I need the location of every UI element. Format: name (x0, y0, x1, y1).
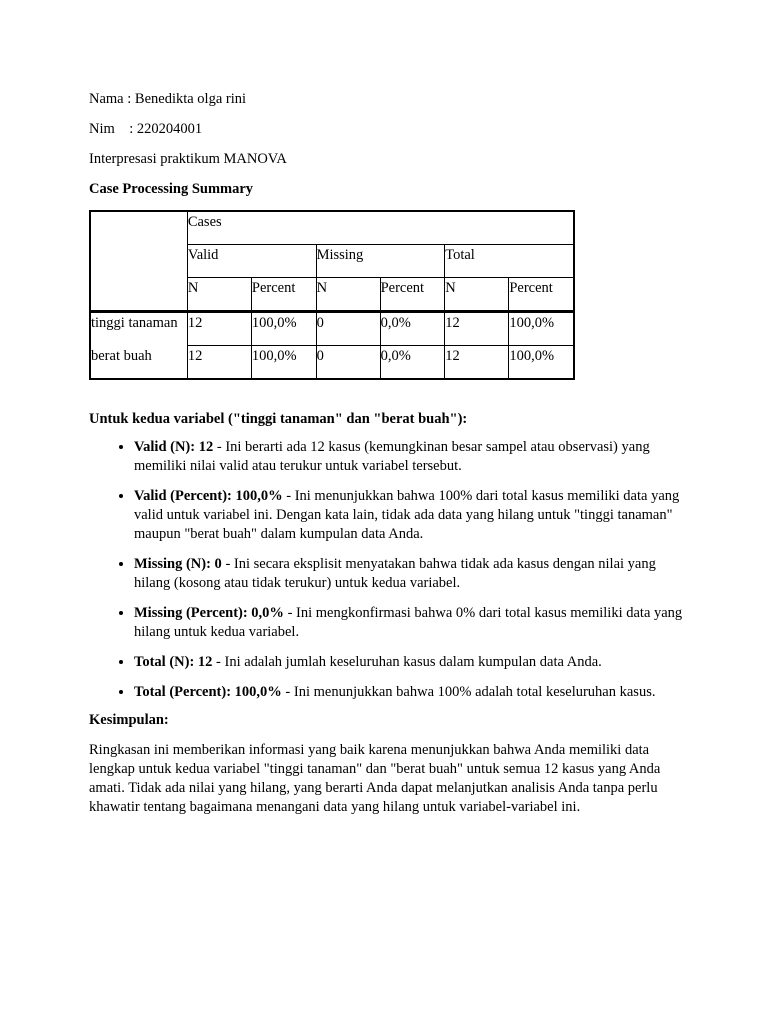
case-processing-table (89, 210, 575, 380)
list-item (134, 487, 689, 544)
bullet-text: - Ini menunjukkan bahwa 100% adalah total keseluruhan kasus. (281, 684, 656, 700)
table-cell: 0,0% (380, 346, 445, 380)
group-header-missing: Missing (316, 245, 445, 278)
table-cell: 100,0% (251, 346, 316, 380)
subcol-header: N (316, 278, 380, 312)
list-item (134, 653, 689, 672)
table-cell: 12 (445, 312, 509, 346)
bullet-term: Valid (Percent): 100,0% (134, 488, 283, 504)
group-header-total: Total (445, 245, 574, 278)
corner-cell (90, 211, 187, 312)
list-item (134, 555, 689, 593)
bullet-text: - Ini mengkonfirmasi bahwa 0% dari total kasus memiliki data yang hilang untuk kedua variabel. (134, 605, 683, 640)
bullet-term: Valid (N): 12 (134, 439, 214, 455)
bullet-term: Missing (Percent): 0,0% (134, 605, 284, 621)
subcol-header: N (445, 278, 509, 312)
table-row (90, 346, 574, 380)
bullet-text: - Ini adalah jumlah keseluruhan kasus dalam kumpulan data Anda. (212, 654, 602, 670)
bullet-term: Total (Percent): 100,0% (134, 684, 282, 700)
conclusion-paragraph: Ringkasan ini memberikan informasi yang baik karena menunjukkan bahwa Anda memiliki data lengkap untuk kedua variabel "tinggi tanaman" dan "berat buah" untuk semua 12 kasus yang Anda amati. Tidak ada nilai yang hilang, yang berarti Anda dapat melanjutkan analisis Anda tanpa perlu khawatir tentang bagaimana menangani data yang hilang untuk variabel-variabel ini. (89, 742, 661, 815)
table-cell: 0 (316, 312, 380, 346)
table-cell: 0,0% (380, 312, 445, 346)
list-item (134, 438, 689, 476)
table-cell: 100,0% (251, 312, 316, 346)
bullet-term: Total (N): 12 (134, 654, 213, 670)
subcol-header: Percent (251, 278, 316, 312)
interpretation-list (89, 438, 689, 702)
list-item (134, 604, 689, 642)
table-cell: 12 (187, 312, 251, 346)
section-heading: Untuk kedua variabel ("tinggi tanaman" dan "berat buah"): (89, 411, 468, 427)
bullet-text: - Ini secara eksplisit menyatakan bahwa tidak ada kasus dengan nilai yang hilang (kosong atau tidak terukur) untuk kedua variabel. (134, 556, 656, 591)
row-label: tinggi tanaman (90, 312, 187, 346)
table-cell: 100,0% (509, 346, 574, 380)
table-cell: 100,0% (509, 312, 574, 346)
list-item (134, 683, 689, 702)
bullet-text: - Ini berarti ada 12 kasus (kemungkinan besar sampel atau observasi) yang memiliki nilai valid atau terukur untuk variabel tersebut. (134, 439, 650, 474)
document-page (89, 90, 689, 817)
bullet-text: - Ini menunjukkan bahwa 100% dari total kasus memiliki data yang valid untuk variabel ini. Dengan kata lain, tidak ada data yang hilang untuk "tinggi tanaman" maupun "berat buah" dalam kumpulan data Anda. (134, 488, 680, 542)
group-header-valid: Valid (187, 245, 316, 278)
table-cell: 12 (445, 346, 509, 380)
table-cell: 0 (316, 346, 380, 380)
cases-header: Cases (187, 211, 574, 245)
subcol-header: N (187, 278, 251, 312)
bullet-term: Missing (N): 0 (134, 556, 222, 572)
table-cell: 12 (187, 346, 251, 380)
document-topic: Interpresasi praktikum MANOVA (89, 151, 287, 167)
table-title: Case Processing Summary (89, 181, 254, 197)
student-nim: Nim : 220204001 (89, 121, 203, 137)
student-name: Nama : Benedikta olga rini (89, 91, 247, 107)
conclusion-heading: Kesimpulan: (89, 712, 169, 728)
subcol-header: Percent (509, 278, 574, 312)
table-row (90, 312, 574, 346)
subcol-header: Percent (380, 278, 445, 312)
row-label: berat buah (90, 346, 187, 380)
